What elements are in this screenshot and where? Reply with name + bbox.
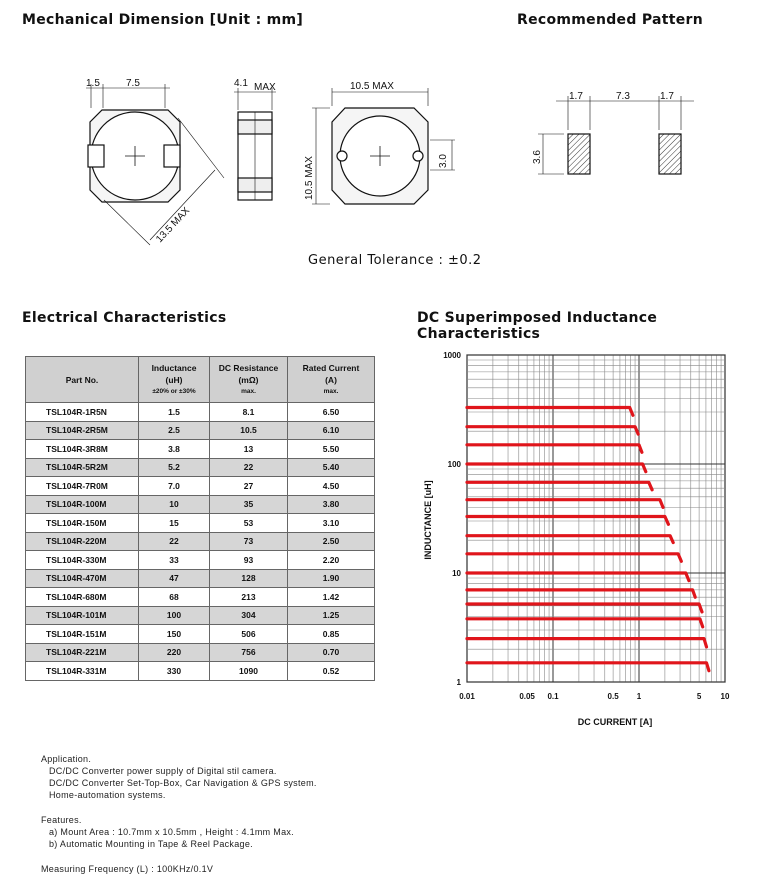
table-row: TSL104R-330M 33 93 2.20 (26, 551, 375, 570)
side-view-drawing (234, 88, 276, 200)
header-dc-resistance: DC Resistance (mΩ) max. (210, 357, 288, 403)
dc-superimposed-chart (405, 340, 755, 740)
dc-heading: DC Superimposed Inductance Characteristics (417, 310, 658, 342)
chart-grid (467, 355, 725, 682)
table-row: TSL104R-221M 220 756 0.70 (26, 643, 375, 662)
table-row: TSL104R-1R5N 1.5 8.1 6.50 (26, 403, 375, 422)
dim-pattern-1: 1.7 (569, 91, 583, 102)
chart-frame (467, 355, 725, 682)
dim-bottom-width: 10.5 MAX (350, 81, 394, 92)
table-row: TSL104R-101M 100 304 1.25 (26, 606, 375, 625)
chart-xlabel: DC CURRENT [A] (577, 717, 653, 727)
header-rated-current: Rated Current (A) max. (288, 357, 375, 403)
y-tick-label: 10 (452, 569, 461, 578)
table-row: TSL104R-150M 15 53 3.10 (26, 514, 375, 533)
dim-pattern-3: 1.7 (660, 91, 674, 102)
electrical-heading: Electrical Characteristics (22, 310, 227, 326)
table-row: TSL104R-220M 22 73 2.50 (26, 532, 375, 551)
table-row: TSL104R-5R2M 5.2 22 5.40 (26, 458, 375, 477)
pattern-drawing (538, 96, 694, 174)
features-item: a) Mount Area : 10.7mm x 10.5mm , Height : 4.1mm Max. (49, 827, 294, 837)
table-row: TSL104R-680M 68 213 1.42 (26, 588, 375, 607)
features-title: Features. (41, 815, 82, 825)
y-tick-label: 100 (447, 460, 461, 469)
features-item: b) Automatic Mounting in Tape & Reel Package. (49, 839, 253, 849)
table-row: TSL104R-7R0M 7.0 27 4.50 (26, 477, 375, 496)
x-tick-label: 0.05 (519, 692, 535, 701)
x-tick-label: 0.5 (607, 692, 619, 701)
application-title: Application. (41, 754, 92, 764)
dim-bottom-height: 10.5 MAX (304, 156, 315, 200)
dim-pattern-4: 3.6 (532, 150, 543, 164)
application-item: DC/DC Converter Set-Top-Box, Car Navigation & GPS system. (49, 778, 317, 788)
y-tick-label: 1 (456, 678, 461, 687)
x-tick-label: 0.01 (459, 692, 475, 701)
x-tick-label: 0.1 (547, 692, 559, 701)
bottom-view-drawing (312, 88, 455, 204)
table-header-row (26, 357, 375, 403)
dim-top-diag: 13.5 MAX (154, 205, 193, 246)
header-part: Part No. (26, 357, 139, 403)
x-tick-label: 1 (636, 692, 642, 701)
dim-side-max: MAX (254, 82, 276, 93)
table-row: TSL104R-2R5M 2.5 10.5 6.10 (26, 421, 375, 440)
application-item: DC/DC Converter power supply of Digital stil camera. (49, 766, 277, 776)
application-item: Home-automation systems. (49, 790, 166, 800)
application-notes (41, 753, 317, 801)
pattern-heading: Recommended Pattern (517, 12, 704, 28)
dim-bottom-pad: 3.0 (438, 154, 449, 168)
header-inductance: Inductance (uH) ±20% or ±30% (139, 357, 210, 403)
dim-top-1: 1.5 (86, 78, 100, 89)
x-tick-label: 5 (696, 692, 702, 701)
dim-pattern-2: 7.3 (616, 91, 630, 102)
dim-side-1: 4.1 (234, 78, 248, 89)
table-row: TSL104R-151M 150 506 0.85 (26, 625, 375, 644)
table-row: TSL104R-3R8M 3.8 13 5.50 (26, 440, 375, 459)
x-tick-label: 10 (720, 692, 730, 701)
electrical-table (25, 356, 375, 681)
table-row: TSL104R-331M 330 1090 0.52 (26, 662, 375, 681)
dim-top-2: 7.5 (126, 78, 140, 89)
general-tolerance: General Tolerance : ±0.2 (308, 253, 482, 268)
chart-ylabel: INDUCTANCE [uH] (423, 480, 433, 560)
features-notes (41, 814, 294, 850)
mechanical-heading: Mechanical Dimension [Unit : mm] (22, 12, 304, 28)
table-row: TSL104R-470M 47 128 1.90 (26, 569, 375, 588)
top-view-drawing (86, 84, 224, 245)
y-tick-label: 1000 (443, 351, 461, 360)
table-row: TSL104R-100M 10 35 3.80 (26, 495, 375, 514)
measuring-frequency: Measuring Frequency (L) : 100KHz/0.1V (41, 864, 214, 874)
